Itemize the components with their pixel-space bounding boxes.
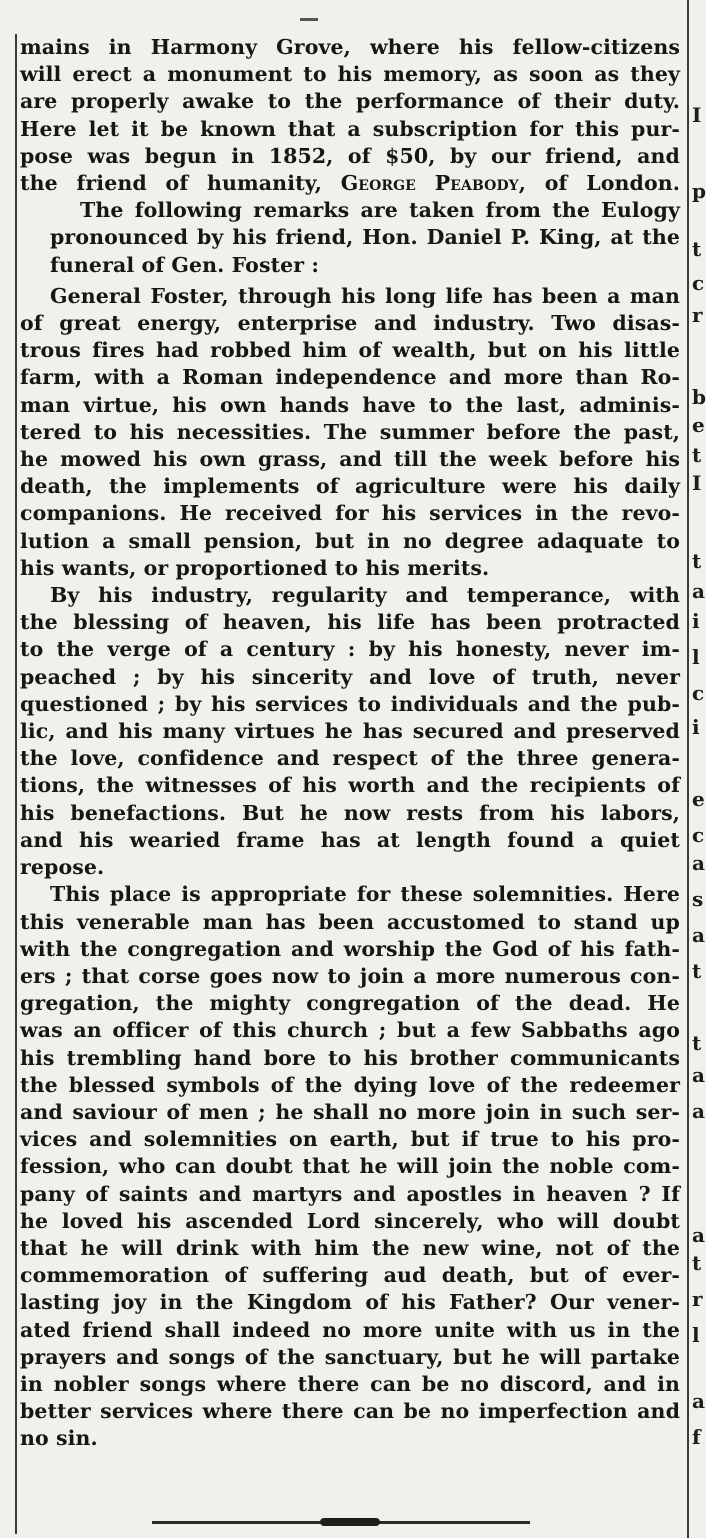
- adjacent-column-letter: f: [692, 1425, 701, 1449]
- text-line: he loved his ascended Lord sincerely, who will doubt: [20, 1208, 680, 1233]
- text-line: in nobler songs where there can be no discord, and in: [20, 1371, 680, 1396]
- text-line: will erect a monument to his memory, as soon as they: [20, 62, 680, 87]
- adjacent-column-letter: a: [692, 579, 705, 603]
- adjacent-column-letter: c: [692, 681, 705, 705]
- adjacent-column-letter: t: [692, 1031, 702, 1055]
- text-line: General Foster, through his long life has been a man: [50, 283, 680, 308]
- text-line: gregation, the mighty congregation of the dead. He: [20, 991, 680, 1016]
- text-line: pronounced by his friend, Hon. Daniel P. King, at the: [50, 225, 680, 250]
- text-line: commemoration of suffering aud death, but of ever-: [20, 1263, 680, 1288]
- text-line: By his industry, regularity and temperance, with: [50, 583, 680, 608]
- text-line: pany of saints and martyrs and apostles in heaven ? If: [20, 1181, 680, 1206]
- text-line: tered to his necessities. The summer before the past,: [20, 419, 680, 444]
- text-line: This place is appropriate for these solemnities. Here: [50, 882, 680, 907]
- paragraph-monument: [20, 34, 680, 197]
- text-line: he mowed his own grass, and till the week before his: [20, 447, 680, 472]
- adjacent-column-letter: t: [692, 237, 702, 261]
- paragraph-industry: [20, 582, 680, 881]
- text-line: The following remarks are taken from the Eulogy: [80, 198, 680, 223]
- separator-ornament: [320, 1518, 380, 1526]
- text-line: tions, the witnesses of his worth and the recipients of: [20, 773, 680, 798]
- text-line: repose.: [20, 855, 105, 880]
- text-fragment: , of London.: [518, 171, 680, 196]
- adjacent-column-fragment: [692, 0, 704, 1538]
- text-line: lic, and his many virtues he has secured and preserved: [20, 719, 680, 744]
- text-line-with-name: [20, 170, 680, 197]
- paragraph-foster-life: [20, 283, 680, 582]
- text-line: to the verge of a century : by his honesty, never im-: [20, 637, 680, 662]
- adjacent-column-letter: a: [692, 923, 705, 947]
- text-line: his benefactions. But he now rests from his labors,: [20, 800, 680, 825]
- text-line: mains in Harmony Grove, where his fellow-citizens: [20, 35, 680, 59]
- text-line: and his wearied frame has at length found a quiet: [20, 827, 680, 852]
- text-line: death, the implements of agriculture were his daily: [20, 474, 680, 499]
- text-line: vices and solemnities on earth, but if true to his pro-: [20, 1127, 680, 1152]
- text-line: trous fires had robbed him of wealth, but on his little: [20, 338, 680, 363]
- adjacent-column-letter: I: [692, 471, 702, 495]
- adjacent-column-letter: t: [692, 959, 702, 983]
- adjacent-column-letter: a: [692, 851, 705, 875]
- text-line: peached ; by his sincerity and love of truth, never: [20, 664, 680, 689]
- text-line: farm, with a Roman independence and more than Ro-: [20, 365, 680, 390]
- text-line: this venerable man has been accustomed to stand up: [20, 909, 680, 934]
- text-line: fession, who can doubt that he will join the noble com-: [20, 1154, 680, 1179]
- text-line: the blessing of heaven, his life has been protracted: [20, 610, 680, 635]
- text-line: are properly awake to the performance of their duty.: [20, 89, 680, 114]
- adjacent-column-letter: e: [692, 787, 705, 811]
- text-line: lasting joy in the Kingdom of his Father? Our vener-: [20, 1290, 680, 1315]
- text-line: questioned ; by his services to individuals and the pub-: [20, 691, 680, 716]
- text-line: funeral of Gen. Foster :: [50, 252, 320, 277]
- text-line: his trembling hand bore to his brother communicants: [20, 1045, 680, 1070]
- text-line: pose was begun in 1852, of $50, by our friend, and: [20, 143, 680, 168]
- adjacent-column-letter: i: [692, 609, 700, 633]
- text-line: that he will drink with him the new wine, not of the: [20, 1235, 680, 1260]
- article-column: [20, 34, 680, 1453]
- text-line: ers ; that corse goes now to join a more numerous con-: [20, 963, 680, 988]
- text-line: with the congregation and worship the God of his fath-: [20, 936, 680, 961]
- adjacent-column-letter: e: [692, 413, 705, 437]
- text-line: prayers and songs of the sanctuary, but he will partake: [20, 1344, 680, 1369]
- text-line: Here let it be known that a subscription for this pur-: [20, 116, 680, 141]
- adjacent-column-letter: l: [692, 1323, 700, 1347]
- adjacent-column-letter: t: [692, 1251, 702, 1275]
- adjacent-column-letter: a: [692, 1099, 705, 1123]
- text-line: was an officer of this church ; but a few Sabbaths ago: [20, 1018, 680, 1043]
- text-line: lution a small pension, but in no degree adaquate to: [20, 528, 680, 553]
- adjacent-column-letter: i: [692, 715, 700, 739]
- text-line: no sin.: [20, 1426, 98, 1451]
- text-line: the blessed symbols of the dying love of the redeemer: [20, 1072, 680, 1097]
- adjacent-column-letter: a: [692, 1223, 705, 1247]
- text-fragment: the friend of humanity,: [20, 171, 341, 196]
- adjacent-column-letter: l: [692, 645, 700, 669]
- text-line: companions. He received for his services in the revo-: [20, 501, 680, 526]
- adjacent-column-letter: a: [692, 1389, 705, 1413]
- adjacent-column-letter: s: [692, 887, 704, 911]
- adjacent-column-letter: c: [692, 823, 705, 847]
- adjacent-column-letter: t: [692, 443, 702, 467]
- text-line: of great energy, enterprise and industry. Two disas-: [20, 311, 680, 336]
- adjacent-column-letter: c: [692, 271, 705, 295]
- paragraph-solemnities: [20, 881, 680, 1452]
- text-line: better services where there can be no imperfection and: [20, 1399, 680, 1424]
- text-line: the love, confidence and respect of the three genera-: [20, 746, 680, 771]
- print-mark: [300, 18, 318, 21]
- adjacent-column-letter: b: [692, 385, 706, 409]
- column-rule-right: [687, 0, 689, 1538]
- adjacent-column-letter: I: [692, 103, 702, 127]
- paragraph-eulogy-intro: [20, 197, 680, 279]
- text-line: ated friend shall indeed no more unite with us in the: [20, 1317, 680, 1342]
- column-rule-left: [15, 34, 17, 1534]
- adjacent-column-letter: p: [692, 179, 706, 203]
- adjacent-column-letter: a: [692, 1063, 705, 1087]
- person-name: George Peabody: [340, 171, 519, 196]
- text-line: man virtue, his own hands have to the last, adminis-: [20, 392, 680, 417]
- text-line: his wants, or proportioned to his merits.: [20, 555, 490, 580]
- text-line: and saviour of men ; he shall no more join in such ser-: [20, 1099, 680, 1124]
- adjacent-column-letter: r: [692, 303, 703, 327]
- adjacent-column-letter: r: [692, 1287, 703, 1311]
- adjacent-column-letter: t: [692, 549, 702, 573]
